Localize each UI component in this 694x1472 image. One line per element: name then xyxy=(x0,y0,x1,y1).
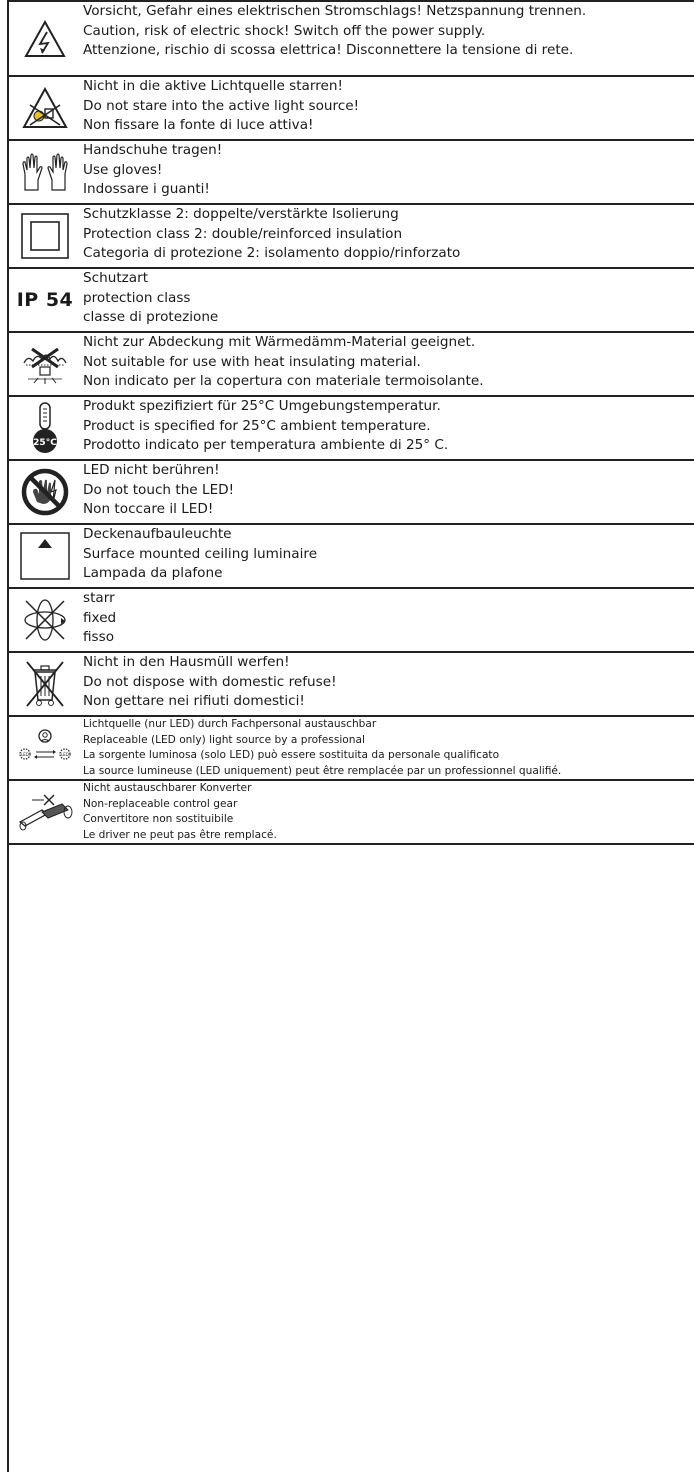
row-text-de: Nicht austauschbarer Konverter xyxy=(83,782,252,794)
row-text-it: Non fissare la fonte di luce attiva! xyxy=(83,117,314,133)
row-text-de: Nicht zur Abdeckung mit Wärmedämm-Material geeignet. xyxy=(83,334,476,350)
crossed-out-wheelie-bin-icon xyxy=(9,653,81,715)
row-text-it: Categoria di protezione 2: isolamento doppio/rinforzato xyxy=(83,245,461,261)
table-row xyxy=(9,141,694,205)
thermometer-25c-icon xyxy=(9,397,81,459)
table-row xyxy=(9,525,694,589)
row-text-it: Non gettare nei rifiuti domestici! xyxy=(83,693,305,709)
table-row xyxy=(9,269,694,333)
symbol-table xyxy=(7,0,694,1472)
row-text-en: protection class xyxy=(83,289,191,306)
table-row xyxy=(9,717,694,781)
replaceable-led-by-professional-icon xyxy=(9,717,81,779)
row-text-en: fixed xyxy=(83,609,117,626)
no-staring-at-light-source-icon xyxy=(9,77,81,139)
ip-rating-label: IP 54 xyxy=(16,289,74,311)
row-text-it: Indossare i guanti! xyxy=(83,181,210,197)
row-text-en: Replaceable (LED only) light source by a professional xyxy=(83,733,365,746)
row-text-en: Non-replaceable control gear xyxy=(83,797,238,810)
gloves-icon xyxy=(9,141,81,203)
table-row xyxy=(9,397,694,461)
row-text-en: Caution, risk of electric shock! Switch off the power supply. xyxy=(83,22,486,39)
table-row xyxy=(9,0,694,77)
row-text-de: Schutzklasse 2: doppelte/verstärkte Isolierung xyxy=(83,206,399,222)
svg-text:LED: LED xyxy=(21,752,29,757)
row-text-de: Nicht in den Hausmüll werfen! xyxy=(83,654,290,670)
row-text-it: La sorgente luminosa (solo LED) può essere sostituita da personale qualificato xyxy=(83,749,500,761)
row-text-en: Surface mounted ceiling luminaire xyxy=(83,545,318,562)
table-row xyxy=(9,461,694,525)
table-row xyxy=(9,205,694,269)
row-text-de: Vorsicht, Gefahr eines elektrischen Stromschlags! Netzspannung trennen. xyxy=(83,3,587,19)
row-text-it: Attenzione, rischio di scossa elettrica! Disconnettere la tensione di rete. xyxy=(83,42,574,58)
row-text-fr: Le driver ne peut pas être remplacé. xyxy=(83,828,277,841)
no-insulation-cover-icon xyxy=(9,333,81,395)
ip-rating-icon xyxy=(9,269,81,331)
row-text-it: Prodotto indicato per temperatura ambiente di 25° C. xyxy=(83,437,449,453)
protection-class-2-icon xyxy=(9,205,81,267)
row-text-it: Non indicato per la copertura con materiale termoisolante. xyxy=(83,373,484,389)
row-text-de: Nicht in die aktive Lichtquelle starren! xyxy=(83,78,343,94)
row-text-en: Use gloves! xyxy=(83,161,163,178)
row-text-it: Convertitore non sostituibile xyxy=(83,813,234,825)
do-not-touch-led-icon xyxy=(9,461,81,523)
row-text-en: Do not dispose with domestic refuse! xyxy=(83,673,337,690)
row-text-en: Do not touch the LED! xyxy=(83,481,235,498)
row-text-de: Produkt spezifiziert für 25°C Umgebungstemperatur. xyxy=(83,398,441,414)
row-text-en: Not suitable for use with heat insulating material. xyxy=(83,353,421,370)
row-text-de: Schutzart xyxy=(83,270,149,286)
row-text-it: Lampada da plafone xyxy=(83,565,223,581)
table-row xyxy=(9,333,694,397)
row-text-de: starr xyxy=(83,590,115,606)
row-text-it: classe di protezione xyxy=(83,309,219,325)
fixed-luminaire-icon xyxy=(9,589,81,651)
electric-shock-warning-icon xyxy=(9,2,81,75)
row-text-en: Product is specified for 25°C ambient temperature. xyxy=(83,417,431,434)
row-text-en: Do not stare into the active light source! xyxy=(83,97,360,114)
temperature-label: 25°C xyxy=(33,438,57,448)
surface-mounted-ceiling-icon xyxy=(9,525,81,587)
row-text-it: Non toccare il LED! xyxy=(83,501,214,517)
table-row xyxy=(9,589,694,653)
table-row xyxy=(9,781,694,845)
svg-text:LED: LED xyxy=(61,752,69,757)
non-replaceable-control-gear-icon xyxy=(9,781,81,843)
table-row xyxy=(9,77,694,141)
row-text-en: Protection class 2: double/reinforced insulation xyxy=(83,225,403,242)
row-text-de: Deckenaufbauleuchte xyxy=(83,526,232,542)
row-text-it: fisso xyxy=(83,629,115,645)
row-text-de: Lichtquelle (nur LED) durch Fachpersonal austauschbar xyxy=(83,718,377,730)
row-text-fr: La source lumineuse (LED uniquement) peut être remplacée par un professionnel qualifié. xyxy=(83,764,562,777)
row-text-de: LED nicht berühren! xyxy=(83,462,220,478)
row-text-de: Handschuhe tragen! xyxy=(83,142,223,158)
table-row xyxy=(9,653,694,717)
